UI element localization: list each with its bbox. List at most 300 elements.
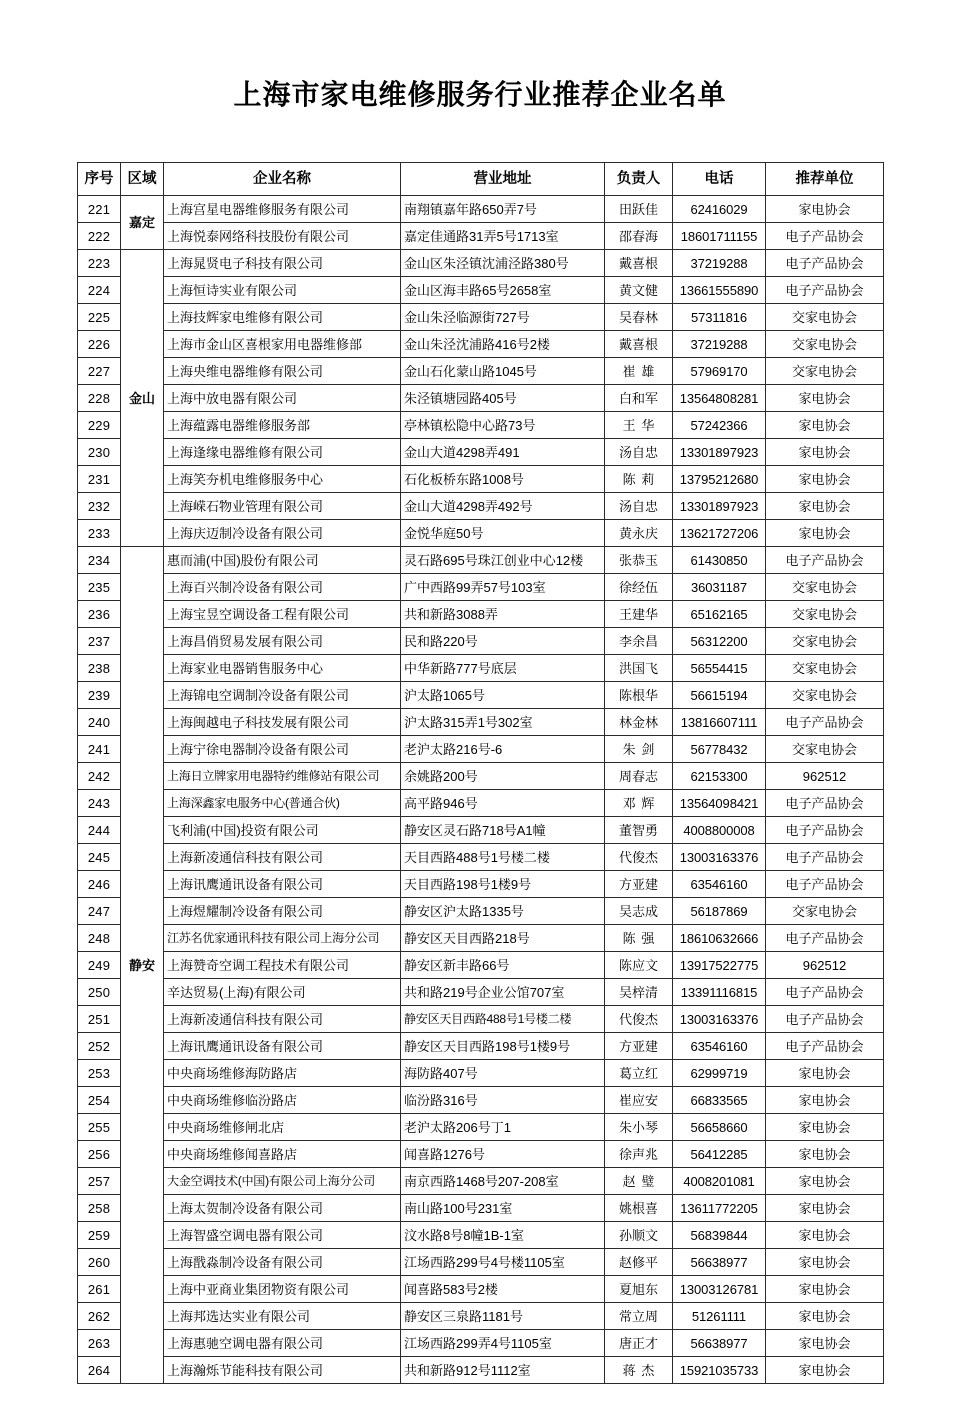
cell-name: 飞利浦(中国)投资有限公司 xyxy=(164,817,401,844)
cell-seq: 263 xyxy=(78,1330,121,1357)
cell-person: 洪国飞 xyxy=(605,655,673,682)
cell-addr: 沪太路1065号 xyxy=(401,682,605,709)
cell-rec: 家电协会 xyxy=(766,1222,884,1249)
cell-seq: 257 xyxy=(78,1168,121,1195)
cell-name: 辛达贸易(上海)有限公司 xyxy=(164,979,401,1006)
cell-seq: 238 xyxy=(78,655,121,682)
table-row xyxy=(78,898,884,925)
table-row xyxy=(78,601,884,628)
cell-seq: 254 xyxy=(78,1087,121,1114)
cell-name: 中央商场维修海防路店 xyxy=(164,1060,401,1087)
cell-phone: 51261111 xyxy=(673,1303,766,1330)
cell-seq: 227 xyxy=(78,358,121,385)
cell-name: 上海市金山区喜根家用电器维修部 xyxy=(164,331,401,358)
table-row xyxy=(78,1033,884,1060)
cell-rec: 电子产品协会 xyxy=(766,277,884,304)
cell-addr: 共和路219号企业公馆707室 xyxy=(401,979,605,1006)
cell-person: 吴春林 xyxy=(605,304,673,331)
table-row xyxy=(78,574,884,601)
cell-addr: 静安区灵石路718号A1幢 xyxy=(401,817,605,844)
cell-rec: 家电协会 xyxy=(766,466,884,493)
cell-name: 上海百兴制冷设备有限公司 xyxy=(164,574,401,601)
cell-rec: 交家电协会 xyxy=(766,304,884,331)
table-row xyxy=(78,1006,884,1033)
cell-name: 上海锦电空调制冷设备有限公司 xyxy=(164,682,401,709)
cell-person: 徐声兆 xyxy=(605,1141,673,1168)
cell-seq: 233 xyxy=(78,520,121,547)
cell-name: 中央商场维修临汾路店 xyxy=(164,1087,401,1114)
cell-person-text: 蒋杰 xyxy=(622,1362,661,1378)
cell-phone: 56412285 xyxy=(673,1141,766,1168)
table-body xyxy=(78,196,884,1384)
cell-name: 上海昌俏贸易发展有限公司 xyxy=(164,628,401,655)
cell-rec: 交家电协会 xyxy=(766,736,884,763)
table-row xyxy=(78,844,884,871)
cell-phone: 13917522775 xyxy=(673,952,766,979)
cell-phone: 65162165 xyxy=(673,601,766,628)
cell-phone: 13301897923 xyxy=(673,493,766,520)
cell-phone: 57242366 xyxy=(673,412,766,439)
cell-phone: 57311816 xyxy=(673,304,766,331)
cell-name: 上海宁徐电器制冷设备有限公司 xyxy=(164,736,401,763)
cell-phone: 13621727206 xyxy=(673,520,766,547)
cell-person: 林金林 xyxy=(605,709,673,736)
cell-person-text: 赵璧 xyxy=(622,1173,661,1189)
cell-addr: 闻喜路1276号 xyxy=(401,1141,605,1168)
cell-seq: 240 xyxy=(78,709,121,736)
table-row xyxy=(78,1114,884,1141)
cell-name: 上海晁贤电子科技有限公司 xyxy=(164,250,401,277)
cell-addr: 天目西路488号1号楼二楼 xyxy=(401,844,605,871)
cell-seq: 230 xyxy=(78,439,121,466)
cell-person: 葛立红 xyxy=(605,1060,673,1087)
column-header-phone: 电话 xyxy=(673,163,766,196)
cell-rec: 家电协会 xyxy=(766,1114,884,1141)
cell-addr: 嘉定佳通路31弄5号1713室 xyxy=(401,223,605,250)
cell-phone: 18601711155 xyxy=(673,223,766,250)
cell-seq: 232 xyxy=(78,493,121,520)
cell-seq: 261 xyxy=(78,1276,121,1303)
cell-region: 嘉定 xyxy=(121,196,164,250)
cell-addr: 沪太路315弄1号302室 xyxy=(401,709,605,736)
cell-seq: 259 xyxy=(78,1222,121,1249)
cell-seq: 252 xyxy=(78,1033,121,1060)
cell-addr: 静安区三泉路1181号 xyxy=(401,1303,605,1330)
cell-seq: 234 xyxy=(78,547,121,574)
cell-seq: 235 xyxy=(78,574,121,601)
cell-person xyxy=(605,925,673,952)
cell-addr: 静安区天目西路198号1楼9号 xyxy=(401,1033,605,1060)
cell-rec: 电子产品协会 xyxy=(766,223,884,250)
cell-phone: 56312200 xyxy=(673,628,766,655)
cell-person: 陈应文 xyxy=(605,952,673,979)
cell-person xyxy=(605,790,673,817)
cell-person: 吴梓清 xyxy=(605,979,673,1006)
cell-seq: 255 xyxy=(78,1114,121,1141)
cell-name: 上海邦选达实业有限公司 xyxy=(164,1303,401,1330)
cell-person: 代俊杰 xyxy=(605,844,673,871)
cell-seq: 226 xyxy=(78,331,121,358)
cell-rec: 家电协会 xyxy=(766,520,884,547)
cell-seq: 221 xyxy=(78,196,121,223)
cell-rec: 家电协会 xyxy=(766,196,884,223)
cell-addr: 金山朱泾临源街727号 xyxy=(401,304,605,331)
cell-phone: 13564808281 xyxy=(673,385,766,412)
cell-person: 孙顺文 xyxy=(605,1222,673,1249)
cell-addr: 共和新路3088弄 xyxy=(401,601,605,628)
cell-rec: 家电协会 xyxy=(766,1249,884,1276)
cell-person: 崔应安 xyxy=(605,1087,673,1114)
table-row xyxy=(78,250,884,277)
cell-seq: 250 xyxy=(78,979,121,1006)
cell-phone: 13564098421 xyxy=(673,790,766,817)
table-row xyxy=(78,979,884,1006)
cell-phone: 63546160 xyxy=(673,1033,766,1060)
cell-seq: 229 xyxy=(78,412,121,439)
cell-name: 江苏名优家通讯科技有限公司上海分公司 xyxy=(164,925,401,952)
cell-name: 惠而浦(中国)股份有限公司 xyxy=(164,547,401,574)
table-row xyxy=(78,1222,884,1249)
cell-person: 方亚建 xyxy=(605,871,673,898)
cell-person: 姚根喜 xyxy=(605,1195,673,1222)
table-row xyxy=(78,547,884,574)
table-row xyxy=(78,466,884,493)
cell-name: 上海戬淼制冷设备有限公司 xyxy=(164,1249,401,1276)
cell-person-text: 陈强 xyxy=(622,930,661,946)
cell-person-text: 王华 xyxy=(622,417,661,433)
cell-addr: 天目西路198号1楼9号 xyxy=(401,871,605,898)
table-row xyxy=(78,1060,884,1087)
cell-rec: 家电协会 xyxy=(766,1168,884,1195)
cell-rec: 交家电协会 xyxy=(766,655,884,682)
cell-person-text: 朱剑 xyxy=(622,741,661,757)
cell-rec: 家电协会 xyxy=(766,385,884,412)
table-row xyxy=(78,439,884,466)
cell-seq: 246 xyxy=(78,871,121,898)
cell-person: 王建华 xyxy=(605,601,673,628)
cell-addr: 金山大道4298弄492号 xyxy=(401,493,605,520)
cell-addr: 静安区沪太路1335号 xyxy=(401,898,605,925)
cell-person-text: 崔雄 xyxy=(622,363,661,379)
cell-phone: 36031187 xyxy=(673,574,766,601)
table-row xyxy=(78,1195,884,1222)
cell-name: 上海闽越电子科技发展有限公司 xyxy=(164,709,401,736)
cell-person: 方亚建 xyxy=(605,1033,673,1060)
cell-seq: 251 xyxy=(78,1006,121,1033)
cell-phone: 61430850 xyxy=(673,547,766,574)
cell-seq: 260 xyxy=(78,1249,121,1276)
cell-person: 周春志 xyxy=(605,763,673,790)
cell-phone: 56554415 xyxy=(673,655,766,682)
table-row xyxy=(78,277,884,304)
cell-rec: 家电协会 xyxy=(766,493,884,520)
cell-rec: 家电协会 xyxy=(766,1303,884,1330)
table-row xyxy=(78,763,884,790)
cell-name: 上海央维电器维修有限公司 xyxy=(164,358,401,385)
cell-phone: 56839844 xyxy=(673,1222,766,1249)
cell-seq: 244 xyxy=(78,817,121,844)
column-header-region: 区域 xyxy=(121,163,164,196)
cell-seq: 253 xyxy=(78,1060,121,1087)
cell-addr: 江场西路299弄4号1105室 xyxy=(401,1330,605,1357)
cell-person-text: 陈莉 xyxy=(622,471,661,487)
cell-phone: 62999719 xyxy=(673,1060,766,1087)
cell-rec: 交家电协会 xyxy=(766,682,884,709)
cell-phone: 56187869 xyxy=(673,898,766,925)
cell-rec: 家电协会 xyxy=(766,1330,884,1357)
cell-addr: 临汾路316号 xyxy=(401,1087,605,1114)
cell-phone: 15921035733 xyxy=(673,1357,766,1384)
cell-seq: 247 xyxy=(78,898,121,925)
cell-person: 常立周 xyxy=(605,1303,673,1330)
cell-name: 上海讯鹰通讯设备有限公司 xyxy=(164,1033,401,1060)
cell-person: 赵修平 xyxy=(605,1249,673,1276)
cell-addr: 灵石路695号珠江创业中心12楼 xyxy=(401,547,605,574)
cell-name: 中央商场维修闻喜路店 xyxy=(164,1141,401,1168)
cell-addr: 南翔镇嘉年路650弄7号 xyxy=(401,196,605,223)
cell-person: 代俊杰 xyxy=(605,1006,673,1033)
cell-name: 上海煜耀制冷设备有限公司 xyxy=(164,898,401,925)
cell-rec: 电子产品协会 xyxy=(766,790,884,817)
cell-rec: 家电协会 xyxy=(766,1141,884,1168)
cell-name: 上海新凌通信科技有限公司 xyxy=(164,1006,401,1033)
cell-phone: 4008800008 xyxy=(673,817,766,844)
cell-phone: 56615194 xyxy=(673,682,766,709)
cell-addr: 金山区朱泾镇沈浦泾路380号 xyxy=(401,250,605,277)
table-row xyxy=(78,493,884,520)
cell-person-text: 邓辉 xyxy=(622,795,661,811)
cell-phone: 13003163376 xyxy=(673,1006,766,1033)
table-row xyxy=(78,682,884,709)
cell-seq: 264 xyxy=(78,1357,121,1384)
cell-addr: 广中西路99弄57号103室 xyxy=(401,574,605,601)
cell-addr: 静安区天目西路218号 xyxy=(401,925,605,952)
cell-seq: 239 xyxy=(78,682,121,709)
cell-name: 上海家业电器销售服务中心 xyxy=(164,655,401,682)
table-row xyxy=(78,736,884,763)
cell-rec: 电子产品协会 xyxy=(766,979,884,1006)
cell-person: 陈根华 xyxy=(605,682,673,709)
cell-rec: 家电协会 xyxy=(766,412,884,439)
cell-name: 上海逢缘电器维修有限公司 xyxy=(164,439,401,466)
cell-rec: 家电协会 xyxy=(766,1060,884,1087)
cell-addr: 老沪太路216号-6 xyxy=(401,736,605,763)
cell-seq: 262 xyxy=(78,1303,121,1330)
cell-rec: 电子产品协会 xyxy=(766,871,884,898)
cell-addr: 静安区新丰路66号 xyxy=(401,952,605,979)
table-row xyxy=(78,1276,884,1303)
company-listing-table-wrapper xyxy=(77,162,883,1384)
cell-phone: 13301897923 xyxy=(673,439,766,466)
cell-name: 上海赞奇空调工程技术有限公司 xyxy=(164,952,401,979)
cell-seq: 222 xyxy=(78,223,121,250)
cell-name: 上海深鑫家电服务中心(普通合伙) xyxy=(164,790,401,817)
cell-person: 戴喜根 xyxy=(605,331,673,358)
cell-seq: 242 xyxy=(78,763,121,790)
cell-name: 大金空调技术(中国)有限公司上海分公司 xyxy=(164,1168,401,1195)
cell-rec: 交家电协会 xyxy=(766,601,884,628)
cell-seq: 231 xyxy=(78,466,121,493)
cell-addr: 闻喜路583号2楼 xyxy=(401,1276,605,1303)
table-row xyxy=(78,223,884,250)
cell-person: 邵春海 xyxy=(605,223,673,250)
column-header-recommender: 推荐单位 xyxy=(766,163,884,196)
cell-rec: 962512 xyxy=(766,763,884,790)
cell-addr: 高平路946号 xyxy=(401,790,605,817)
cell-region: 静安 xyxy=(121,547,164,1384)
cell-person xyxy=(605,358,673,385)
cell-name: 上海悦泰网络科技股份有限公司 xyxy=(164,223,401,250)
cell-name: 上海技辉家电维修有限公司 xyxy=(164,304,401,331)
cell-name: 上海笑夯机电维修服务中心 xyxy=(164,466,401,493)
table-row xyxy=(78,817,884,844)
cell-phone: 13391116815 xyxy=(673,979,766,1006)
cell-name: 上海中放电器有限公司 xyxy=(164,385,401,412)
cell-person: 张恭玉 xyxy=(605,547,673,574)
table-row xyxy=(78,385,884,412)
cell-phone: 62416029 xyxy=(673,196,766,223)
cell-person xyxy=(605,1168,673,1195)
cell-rec: 交家电协会 xyxy=(766,331,884,358)
cell-addr: 汶水路8号8幢1B-1室 xyxy=(401,1222,605,1249)
cell-phone: 13003126781 xyxy=(673,1276,766,1303)
cell-addr: 江场西路299号4号楼1105室 xyxy=(401,1249,605,1276)
cell-seq: 258 xyxy=(78,1195,121,1222)
cell-phone: 13795212680 xyxy=(673,466,766,493)
cell-phone: 13816607111 xyxy=(673,709,766,736)
table-row xyxy=(78,1168,884,1195)
column-header-name: 企业名称 xyxy=(164,163,401,196)
cell-seq: 236 xyxy=(78,601,121,628)
cell-name: 上海太贺制冷设备有限公司 xyxy=(164,1195,401,1222)
page-title: 上海市家电维修服务行业推荐企业名单 xyxy=(233,79,727,110)
cell-name: 上海瀚烁节能科技有限公司 xyxy=(164,1357,401,1384)
table-row xyxy=(78,655,884,682)
cell-phone: 56638977 xyxy=(673,1249,766,1276)
table-row xyxy=(78,709,884,736)
cell-name: 上海中亚商业集团物资有限公司 xyxy=(164,1276,401,1303)
column-header-address: 营业地址 xyxy=(401,163,605,196)
cell-phone: 56778432 xyxy=(673,736,766,763)
cell-addr: 金山大道4298弄491 xyxy=(401,439,605,466)
cell-addr: 金山区海丰路65号2658室 xyxy=(401,277,605,304)
table-row xyxy=(78,925,884,952)
cell-rec: 962512 xyxy=(766,952,884,979)
cell-phone: 13003163376 xyxy=(673,844,766,871)
cell-person: 黄永庆 xyxy=(605,520,673,547)
cell-person: 夏旭东 xyxy=(605,1276,673,1303)
table-row xyxy=(78,871,884,898)
cell-rec: 电子产品协会 xyxy=(766,844,884,871)
cell-person: 汤自忠 xyxy=(605,439,673,466)
table-row xyxy=(78,1330,884,1357)
cell-seq: 245 xyxy=(78,844,121,871)
cell-phone: 56658660 xyxy=(673,1114,766,1141)
cell-seq: 249 xyxy=(78,952,121,979)
cell-name: 上海蕴露电器维修服务部 xyxy=(164,412,401,439)
cell-addr: 民和路220号 xyxy=(401,628,605,655)
cell-person: 唐正才 xyxy=(605,1330,673,1357)
cell-rec: 电子产品协会 xyxy=(766,250,884,277)
cell-phone: 62153300 xyxy=(673,763,766,790)
column-header-person: 负责人 xyxy=(605,163,673,196)
cell-rec: 交家电协会 xyxy=(766,574,884,601)
cell-rec: 电子产品协会 xyxy=(766,1006,884,1033)
cell-seq: 237 xyxy=(78,628,121,655)
cell-name: 上海智盛空调电器有限公司 xyxy=(164,1222,401,1249)
cell-phone: 4008201081 xyxy=(673,1168,766,1195)
cell-rec: 家电协会 xyxy=(766,1357,884,1384)
cell-person: 戴喜根 xyxy=(605,250,673,277)
cell-addr: 金悦华庭50号 xyxy=(401,520,605,547)
cell-name: 上海宝昱空调设备工程有限公司 xyxy=(164,601,401,628)
cell-name: 中央商场维修闸北店 xyxy=(164,1114,401,1141)
cell-seq: 256 xyxy=(78,1141,121,1168)
cell-person xyxy=(605,466,673,493)
cell-person: 徐经伍 xyxy=(605,574,673,601)
cell-name: 上海新凌通信科技有限公司 xyxy=(164,844,401,871)
cell-rec: 家电协会 xyxy=(766,1195,884,1222)
table-row xyxy=(78,1357,884,1384)
cell-rec: 电子产品协会 xyxy=(766,547,884,574)
cell-phone: 37219288 xyxy=(673,331,766,358)
cell-phone: 63546160 xyxy=(673,871,766,898)
cell-phone: 13661555890 xyxy=(673,277,766,304)
cell-addr: 老沪太路206号丁1 xyxy=(401,1114,605,1141)
cell-seq: 228 xyxy=(78,385,121,412)
cell-addr: 朱泾镇塘园路405号 xyxy=(401,385,605,412)
cell-phone: 18610632666 xyxy=(673,925,766,952)
cell-phone: 66833565 xyxy=(673,1087,766,1114)
cell-person xyxy=(605,412,673,439)
cell-rec: 电子产品协会 xyxy=(766,1033,884,1060)
cell-region: 金山 xyxy=(121,250,164,547)
cell-addr: 中华新路777号底层 xyxy=(401,655,605,682)
cell-seq: 224 xyxy=(78,277,121,304)
cell-name: 上海宫星电器维修服务有限公司 xyxy=(164,196,401,223)
table-row xyxy=(78,1141,884,1168)
table-header xyxy=(78,163,884,196)
cell-seq: 248 xyxy=(78,925,121,952)
cell-addr: 静安区天目西路488号1号楼二楼 xyxy=(401,1006,605,1033)
cell-addr: 石化板桥东路1008号 xyxy=(401,466,605,493)
cell-seq: 243 xyxy=(78,790,121,817)
cell-person: 白和军 xyxy=(605,385,673,412)
cell-name: 上海恒诗实业有限公司 xyxy=(164,277,401,304)
cell-addr: 金山石化蒙山路1045号 xyxy=(401,358,605,385)
cell-seq: 225 xyxy=(78,304,121,331)
cell-person xyxy=(605,736,673,763)
cell-addr: 海防路407号 xyxy=(401,1060,605,1087)
cell-person: 李余昌 xyxy=(605,628,673,655)
cell-seq: 223 xyxy=(78,250,121,277)
cell-phone: 37219288 xyxy=(673,250,766,277)
table-row xyxy=(78,331,884,358)
cell-name: 上海惠驰空调电器有限公司 xyxy=(164,1330,401,1357)
cell-name: 上海讯鹰通讯设备有限公司 xyxy=(164,871,401,898)
cell-rec: 电子产品协会 xyxy=(766,925,884,952)
cell-person: 汤自忠 xyxy=(605,493,673,520)
table-header-row xyxy=(78,163,884,196)
cell-addr: 南京西路1468号207-208室 xyxy=(401,1168,605,1195)
cell-rec: 交家电协会 xyxy=(766,898,884,925)
company-listing-table xyxy=(77,162,884,1384)
cell-addr: 南山路100号231室 xyxy=(401,1195,605,1222)
cell-phone: 13611772205 xyxy=(673,1195,766,1222)
cell-rec: 交家电协会 xyxy=(766,628,884,655)
table-row xyxy=(78,1303,884,1330)
cell-rec: 电子产品协会 xyxy=(766,817,884,844)
